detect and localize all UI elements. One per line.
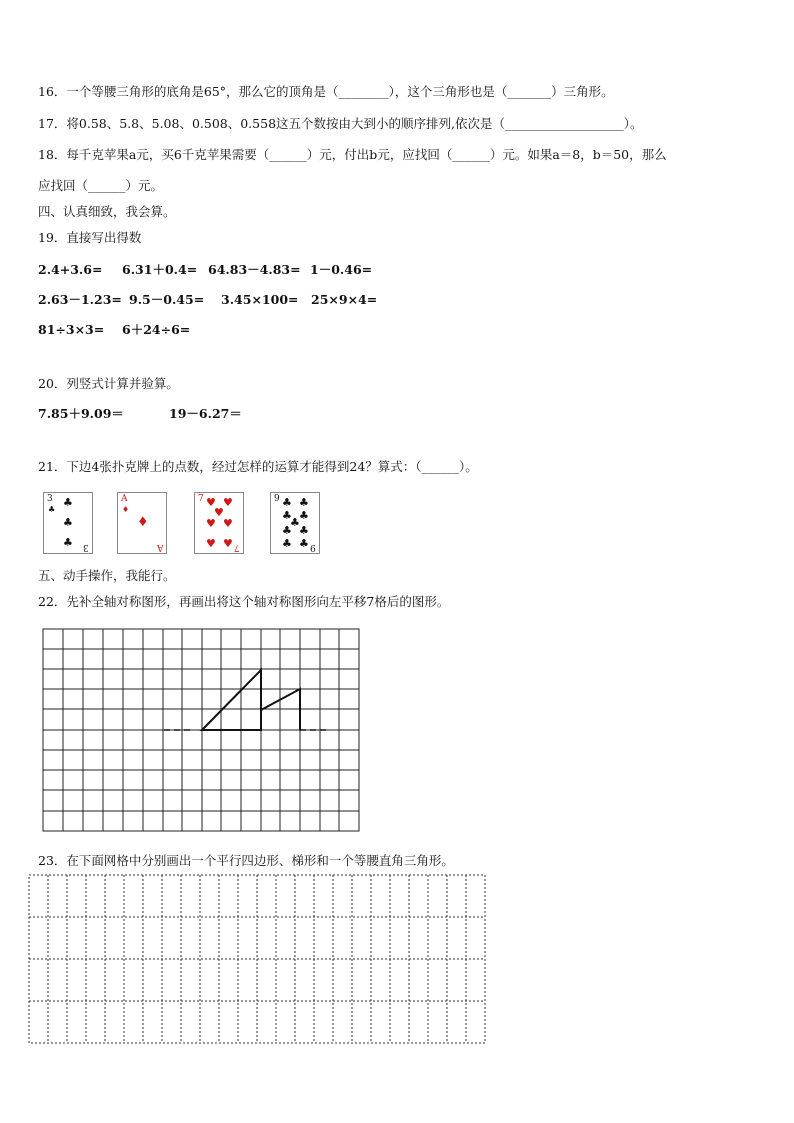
club-icon: ♣ (63, 536, 73, 549)
playing-card-ace-diamonds (117, 492, 167, 554)
question-19: 19．直接写出得数 (38, 230, 142, 245)
calc-item: 25×9×4= (311, 292, 378, 307)
club-icon: ♣ (282, 524, 292, 537)
club-icon: ♣ (299, 509, 309, 522)
question-20: 20．列竖式计算并验算。 (38, 376, 179, 391)
calc-item: 2.4+3.6= (38, 262, 103, 277)
card-rank: 3 (83, 542, 89, 552)
question-18-line1: 18．每千克苹果a元，买6千克苹果需要（______）元，付出b元，应找回（______）元。如果a＝8，b＝50，那么 (38, 147, 667, 162)
calc-item: 19－6.27＝ (169, 406, 242, 421)
calc-item: 6.31＋0.4= (122, 262, 198, 277)
calc-item: 81÷3×3= (38, 322, 105, 337)
club-icon: ♣ (299, 537, 309, 550)
question-18-line2: 应找回（______）元。 (38, 178, 164, 193)
heart-icon: ♥ (214, 506, 224, 519)
heart-icon: ♥ (206, 537, 216, 550)
calc-row-2 (38, 292, 393, 308)
question-16: 16．一个等腰三角形的底角是65°，那么它的顶角是（________），这个三角形也是（_______）三角形。 (38, 84, 614, 99)
calc-item: 6＋24÷6= (122, 322, 191, 337)
playing-card-7-hearts (194, 492, 244, 554)
club-icon: ♣ (282, 496, 292, 509)
question-17: 17．将0.58、5.8、5.08、0.508、0.558这五个数按由大到小的顺序排列,依次是（___________________）。 (38, 116, 643, 131)
club-icon: ♣ (282, 509, 292, 522)
symmetry-grid (42, 628, 362, 834)
playing-card-9-clubs (270, 492, 320, 554)
club-icon: ♣ (282, 537, 292, 550)
calc-item: 2.63－1.23= (38, 292, 122, 307)
club-icon: ♣ (63, 516, 73, 529)
club-icon: ♣ (299, 496, 309, 509)
heart-icon: ♥ (206, 517, 216, 530)
calc-item: 1－0.46= (310, 262, 373, 277)
half-figure (202, 670, 300, 730)
card-rank: 3 (47, 494, 53, 504)
calc-row-3 (38, 322, 206, 338)
heart-icon: ♥ (223, 517, 233, 530)
section-4-heading: 四、认真细致，我会算。 (38, 204, 176, 219)
club-icon: ♣ (290, 516, 300, 529)
club-icon: ♣ (299, 524, 309, 537)
question-23: 23．在下面网格中分别画出一个平行四边形、梯形和一个等腰直角三角形。 (38, 853, 454, 868)
card-rank: 7 (234, 542, 240, 552)
card-rank: A (121, 494, 128, 504)
card-rank: 9 (274, 494, 280, 504)
diamond-icon: ♦ (137, 515, 149, 530)
club-icon: ♣ (48, 505, 56, 514)
question-22: 22．先补全轴对称图形，再画出将这个轴对称图形向左平移7格后的图形。 (38, 594, 450, 609)
heart-icon: ♥ (223, 537, 233, 550)
calc-item: 9.5－0.45= (129, 292, 205, 307)
section-5-heading: 五、动手操作，我能行。 (38, 568, 176, 583)
drawing-grid (28, 874, 488, 1046)
diamond-icon: ♦ (122, 505, 130, 514)
club-icon: ♣ (63, 496, 73, 509)
heart-icon: ♥ (206, 496, 216, 509)
card-rank: 7 (198, 494, 204, 504)
calc-item: 7.85＋9.09＝ (38, 406, 124, 421)
heart-icon: ♥ (223, 496, 233, 509)
card-rank: A (156, 542, 163, 552)
calc-row-1 (38, 262, 388, 278)
calc-item: 3.45×100= (221, 292, 299, 307)
calc-item: 64.83－4.83= (208, 262, 301, 277)
playing-card-3-clubs (43, 492, 93, 554)
question-21: 21．下边4张扑克牌上的点数，经过怎样的运算才能得到24？算式：（______）。 (38, 459, 478, 474)
question-20-expressions (38, 406, 258, 422)
card-rank: 9 (310, 542, 316, 552)
